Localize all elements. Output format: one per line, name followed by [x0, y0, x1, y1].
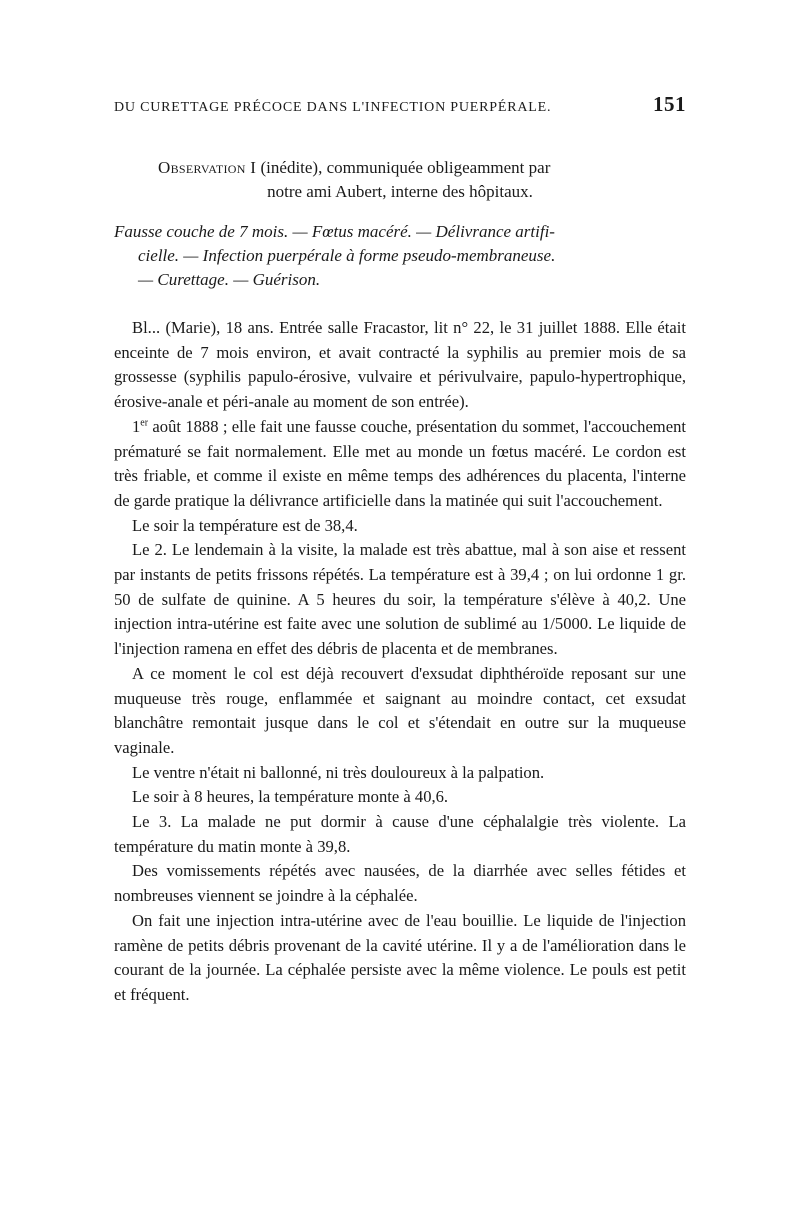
page-header: [114, 92, 686, 126]
paragraph: Bl... (Marie), 18 ans. Entrée salle Fracastor, lit n° 22, le 31 juillet 1888. Elle était enceinte de 7 mois environ, et avait contracté la syphilis au premier mois de sa grossesse (syphilis papulo-érosive, vulvaire et périvulvaire, papulo-hypertrophique, érosive-anale et péri-anale au moment de son entrée).: [114, 318, 686, 412]
case-body: [114, 316, 686, 1008]
paragraph: Des vomissements répétés avec nausées, de la diarrhée avec selles fétides et nombreuses viennent se joindre à la céphalée.: [114, 861, 686, 906]
paragraph: A ce moment le col est déjà recouvert d'exsudat diphthéroïde reposant sur une muqueuse très rouge, enflammée et saignant au moindre contact, cet exsudat blanchâtre remontait jusque dans le col et s'étendait en outre sur la muqueuse vaginale.: [114, 663, 686, 757]
observation-heading: [114, 156, 686, 180]
document-page: [114, 92, 686, 1008]
observation-intro: (inédite), communiquée obligeamment par: [256, 158, 551, 177]
paragraph: On fait une injection intra-utérine avec de l'eau bouillie. Le liquide de l'injection ramène de petits débris provenant de la cavité utérine. Il y a de l'amélioration dans le courant de la journée. La céphalée persiste avec la même violence. Le pouls est petit et fréquent.: [114, 910, 686, 1004]
date-superscript: er: [140, 417, 149, 429]
subtitle-line-3: — Curettage. — Guérison.: [138, 270, 321, 289]
paragraph-text: août 1888 ; elle fait une fausse couche, présentation du sommet, l'accouchement prématuré se fait normalement. Elle met au monde un fœtus macéré. Le cordon est très friable, et comme il existe en même temps des adhérences du placenta, l'interne de garde pratique la délivrance artificielle dans la matinée qui suit l'accouchement.: [114, 416, 686, 510]
page-number: 151: [653, 92, 686, 116]
running-title: DU CURETTAGE PRÉCOCE DANS L'INFECTION PUERPÉRALE.: [114, 100, 552, 115]
subtitle-line-2: cielle. — Infection puerpérale à forme pseudo-membraneuse.: [138, 246, 556, 265]
date-number: 1: [132, 416, 141, 436]
paragraph: Le 3. La malade ne put dormir à cause d'une céphalalgie très violente. La température du matin monte à 39,8.: [114, 812, 686, 856]
paragraph: Le 2. Le lendemain à la visite, la malade est très abattue, mal à son aise et ressent par instants de petits frissons répétés. La température est à 39,4 ; on lui ordonne 1 gr. 50 de sulfate de quinine. A 5 heures du soir, la température s'élève à 40,2. Une injection intra-utérine est faite avec une solution de sublimé au 1/5000. Le liquide de l'injection ramena en effet des débris de placenta et de membranes.: [114, 540, 686, 659]
observation-label: Observation I: [158, 158, 257, 177]
observation-heading-line2: notre ami Aubert, interne des hôpitaux.: [267, 182, 533, 201]
paragraph: Le ventre n'était ni ballonné, ni très douloureux à la palpation.: [132, 762, 545, 782]
paragraph: Le soir à 8 heures, la température monte à 40,6.: [132, 787, 449, 807]
paragraph: Le soir la température est de 38,4.: [132, 515, 358, 535]
paragraph: [114, 415, 686, 514]
subtitle-line-1: Fausse couche de 7 mois. — Fœtus macéré. — Délivrance artifi-: [114, 222, 555, 241]
case-subtitle: [114, 220, 686, 292]
